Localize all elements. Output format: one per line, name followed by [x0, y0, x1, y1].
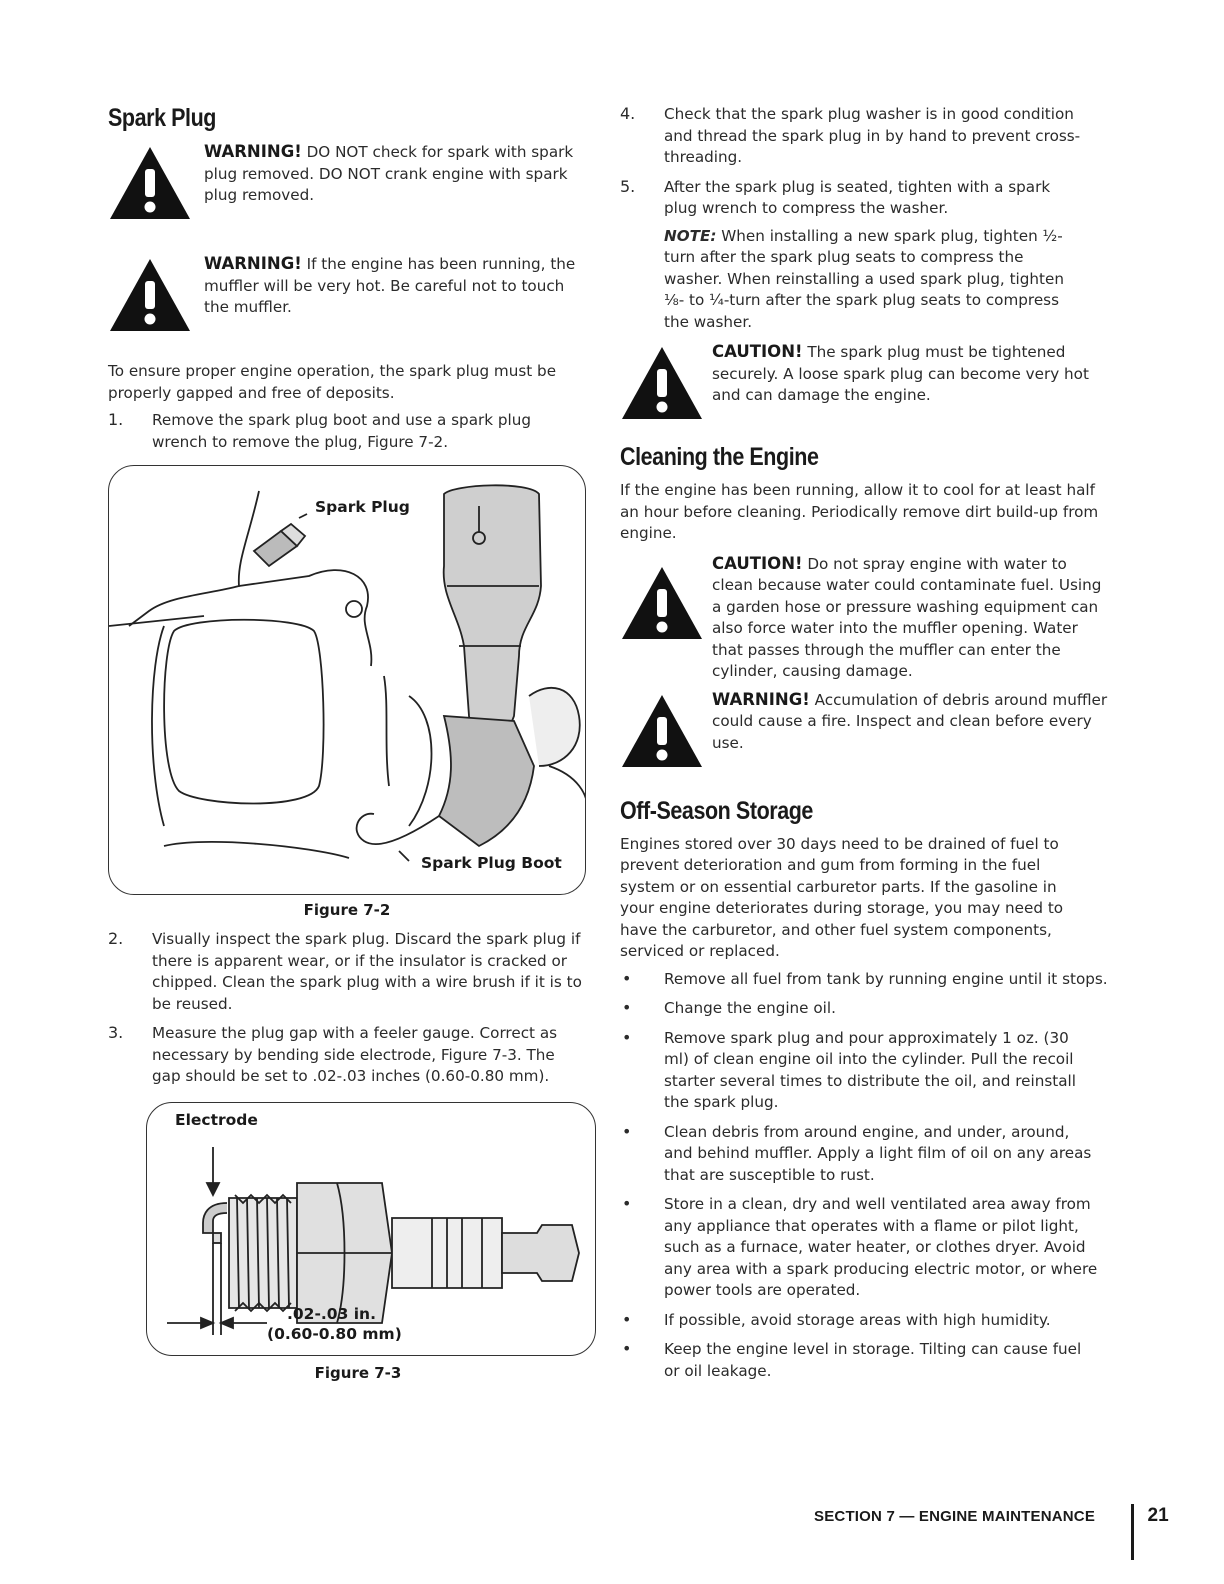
list-number: 4. [620, 104, 636, 123]
warning-triangle-icon [620, 565, 704, 641]
list-text: Change the engine oil. [664, 999, 836, 1017]
list-text: Remove the spark plug boot and use a spark plug wrench to remove the plug, Figure 7-2. [152, 411, 531, 451]
list-item [620, 998, 1110, 1020]
list-text: Remove all fuel from tank by running engine until it stops. [664, 969, 1108, 988]
list-item [620, 969, 1110, 991]
warning-text: DO NOT check for spark with spark plug removed. DO NOT crank engine with spark plug removed. [204, 143, 574, 204]
footer-divider [1131, 1504, 1134, 1560]
warning-text: If the engine has been running, the muffler will be very hot. Be careful not to touch the muffler. [204, 255, 576, 316]
section-title-cleaning: Cleaning the Engine [620, 443, 819, 471]
storage-paragraph: Engines stored over 30 days need to be drained of fuel to prevent deterioration and gum from forming in the fuel system or on essential carburetor parts. If the gasoline in your engine deteriorates during storage, you may need to have the carburetor, and other fuel system components, serviced or replaced. [620, 834, 1064, 960]
list-item [108, 410, 598, 453]
list-item [620, 1122, 1110, 1187]
left-column [108, 100, 598, 1382]
list-item [620, 1028, 1110, 1114]
caution-label: CAUTION! [712, 342, 803, 361]
note-label: NOTE: [664, 226, 717, 245]
list-number: 2. [108, 929, 124, 948]
bullet-icon: • [622, 1027, 632, 1047]
figure-7-3 [146, 1102, 596, 1356]
storage-bullet-list [620, 969, 1110, 1383]
label-gap-mm: (0.60-0.80 mm) [267, 1324, 402, 1343]
list-text: Remove spark plug and pour approximately 1 oz. (30 ml) of clean engine oil into the cylinder. Pull the recoil starter several times to distribute the oil, and reinstall the spark plug. [664, 1028, 1076, 1111]
warning-label: WARNING! [204, 142, 302, 161]
list-item [620, 1310, 1110, 1332]
warning-triangle-icon [108, 257, 192, 333]
intro-paragraph: To ensure proper engine operation, the spark plug must be properly gapped and free of deposits. [108, 362, 557, 402]
cleaning-paragraph: If the engine has been running, allow it to cool for at least half an hour before cleaning. Periodically remove dirt build-up from engine. [620, 481, 1099, 542]
bullet-icon: • [622, 998, 632, 1017]
list-item [108, 929, 598, 1015]
list-item [620, 104, 1110, 169]
caution-block [620, 342, 1110, 421]
note-paragraph [664, 226, 1084, 334]
list-text: Clean debris from around engine, and under, around, and behind muffler. Apply a light film of oil on any areas that are susceptible to rust. [664, 1122, 1092, 1184]
bullet-icon: • [622, 1309, 632, 1329]
page-footer [814, 1472, 1169, 1560]
warning-label: WARNING! [712, 689, 810, 709]
note-text: When installing a new spark plug, tighten ½-turn after the spark plug seats to compress the washer. When reinstalling a used spark plug, tighten ⅛- to ¼-turn after the spark plug seats to compress the washer. [664, 226, 1064, 331]
list-text: Check that the spark plug washer is in good condition and thread the spark plug in by hand to prevent cross-threading. [664, 105, 1081, 166]
bullet-icon: • [622, 1121, 632, 1141]
list-number: 1. [108, 410, 124, 429]
label-electrode: Electrode [175, 1110, 258, 1129]
warning-triangle-icon [620, 345, 704, 421]
warning-label: WARNING! [204, 254, 302, 273]
bullet-icon: • [622, 1194, 632, 1213]
caution-text: Do not spray engine with water to clean because water could contaminate fuel. Using a garden hose or pressure washing equipment can also force water into the muffler opening. Water that passes through the muffler can enter the cylinder, causing damage. [712, 554, 1102, 680]
page-number: 21 [1147, 1505, 1169, 1526]
list-number: 5. [620, 176, 636, 196]
warning-triangle-icon [108, 145, 192, 221]
list-text: Measure the plug gap with a feeler gauge. Correct as necessary by bending side electrode, Figure 7-3. The gap should be set to .02-.03 inches (0.60-0.80 mm). [152, 1024, 558, 1085]
warning-triangle-icon [620, 693, 704, 769]
caution-text: The spark plug must be tightened securely. A loose spark plug can become very hot and can damage the engine. [712, 343, 1089, 404]
list-text: Keep the engine level in storage. Tilting can cause fuel or oil leakage. [664, 1340, 1082, 1380]
bullet-icon: • [622, 1339, 632, 1358]
label-gap-inches: .02-.03 in. [287, 1304, 376, 1323]
section-title-storage: Off-Season Storage [620, 796, 813, 825]
section-title-spark-plug: Spark Plug [108, 104, 217, 132]
footer-section-title: SECTION 7 — ENGINE MAINTENANCE [814, 1507, 1096, 1525]
list-text: Visually inspect the spark plug. Discard the spark plug if there is apparent wear, or if the insulator is cracked or chipped. Clean the spark plug with a wire brush if it is to be reused. [152, 930, 582, 1013]
list-item [620, 1339, 1110, 1382]
warning-block [108, 254, 598, 333]
label-spark-plug: Spark Plug [315, 498, 410, 516]
list-item [620, 177, 1110, 220]
label-spark-plug-boot: Spark Plug Boot [421, 854, 562, 872]
warning-block [620, 689, 1110, 769]
bullet-icon: • [622, 968, 632, 988]
warning-block [108, 142, 598, 221]
list-text: Store in a clean, dry and well ventilated area away from any appliance that operates with a flame or pilot light, such as a furnace, water heater, or clothes dryer. Avoid any area with a spark producing electric motor, or where power tools are operated. [664, 1195, 1098, 1299]
spark-plug-boot-illustration [109, 466, 586, 895]
list-item [620, 1194, 1110, 1302]
warning-text: Accumulation of debris around muffler could cause a fire. Inspect and clean before every use. [712, 690, 1108, 752]
list-text: After the spark plug is seated, tighten with a spark plug wrench to compress the washer. [664, 177, 1051, 217]
list-number: 3. [108, 1023, 124, 1042]
figure-7-2 [108, 465, 586, 895]
right-column [620, 104, 1110, 1382]
figure-caption: Figure 7-2 [303, 901, 391, 919]
figure-caption: Figure 7-3 [314, 1363, 402, 1382]
list-text: If possible, avoid storage areas with high humidity. [664, 1310, 1051, 1329]
caution-label: CAUTION! [712, 553, 803, 573]
list-item [108, 1023, 598, 1088]
caution-block [620, 555, 1110, 683]
